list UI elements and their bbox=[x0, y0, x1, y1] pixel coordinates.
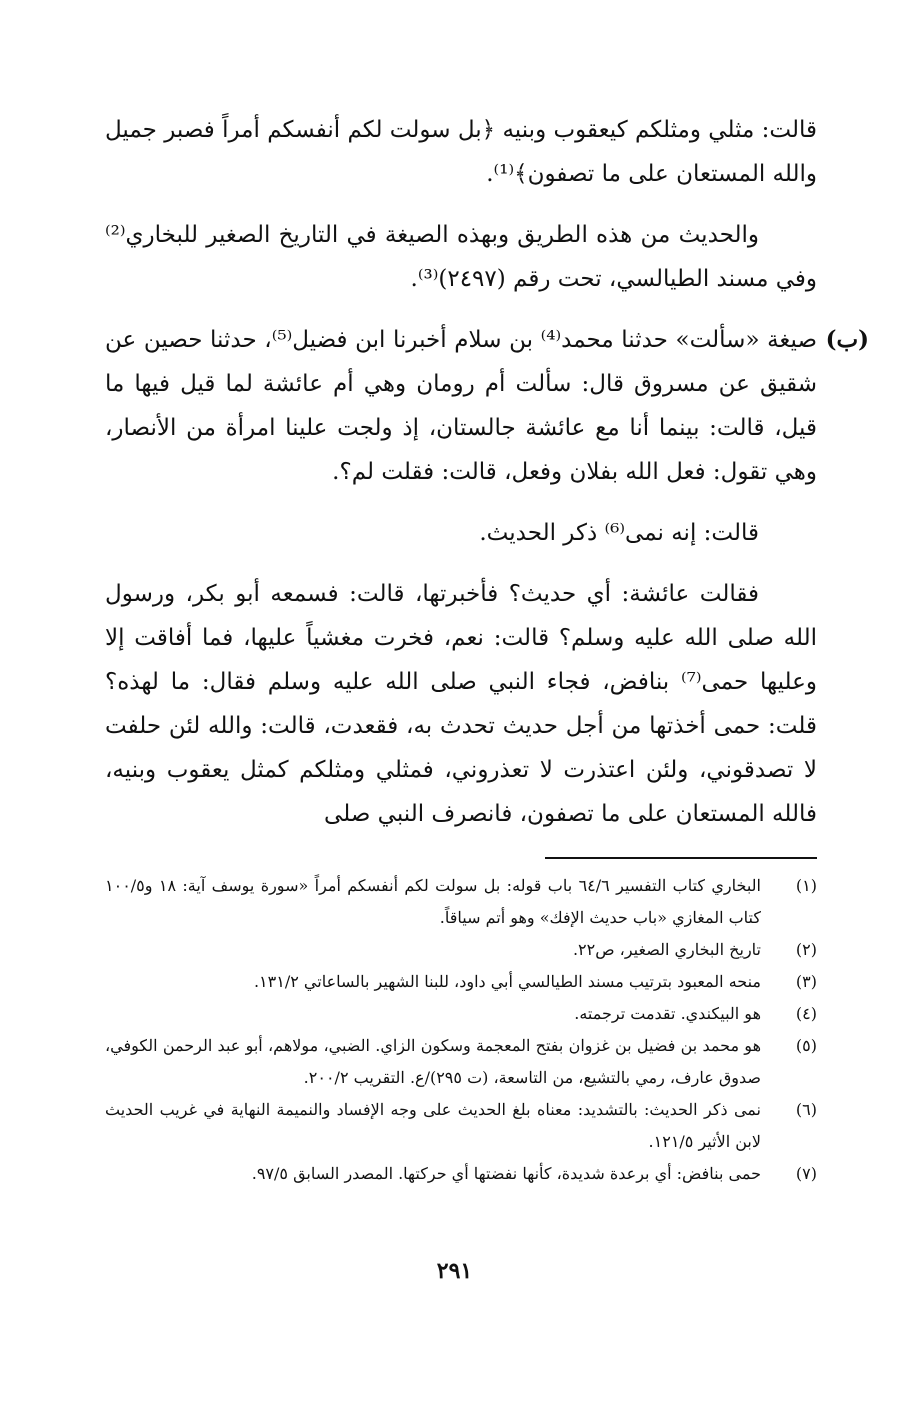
footnote-1-text: البخاري كتاب التفسير ٦٤/٦ باب قوله: بل سولت لكم أنفسكم أمراً «سورة يوسف آية: ١٨ و١٠٠/٥ كتاب المغازي «باب حديث الإفك» وهو أتم سياقاً. bbox=[105, 876, 762, 927]
paragraph-3-label: (ب) bbox=[825, 326, 869, 353]
paragraph-2 bbox=[105, 213, 817, 301]
paragraph-1-text: قالت: مثلي ومثلكم كيعقوب وبنيه ﴿بل سولت لكم أنفسكم أمراً فصبر جميل والله المستعان على ما تصفون﴾⁽¹⁾. bbox=[105, 117, 817, 187]
footnote-4-number: (٤) bbox=[795, 1004, 817, 1023]
footnote-6-text: نمى ذكر الحديث: بالتشديد: معناه بلغ الحديث على وجه الإفساد والنميمة النهاية في غريب الحديث لابن الأثير ١٢١/٥. bbox=[105, 1100, 761, 1151]
paragraph-3 bbox=[105, 318, 869, 494]
footnote-4 bbox=[105, 998, 817, 1030]
paragraph-5-text: فقالت عائشة: أي حديث؟ فأخبرتها، قالت: فسمعه أبو بكر، ورسول الله صلى الله عليه وسلم؟ قالت: نعم، فخرت مغشياً عليها، فما أفاقت إلا وعليها حمى⁽⁷⁾ بنافض، فجاء النبي صلى الله عليه وسلم فقال: ما لهذه؟ قلت: حمى أخذتها من أجل حديث تحدث به، فقعدت، قالت: والله لئن حلفت لا تصدقوني، ولئن اعتذرت لا تعذروني، فمثلي ومثلكم كمثل يعقوب وبنيه، فالله المستعان على ما تصفون، فانصرف النبي صلى bbox=[105, 581, 818, 827]
footnotes bbox=[105, 870, 817, 1190]
paragraph-5 bbox=[105, 572, 817, 836]
footnote-5-text: هو محمد بن فضيل بن غزوان بفتح المعجمة وسكون الزاي. الضبي، مولاهم، أبو عبد الرحمن الكوفي، صدوق عارف، رمي بالتشيع، من التاسعة، (ت ٢٩٥)/ع. التقريب ٢٠٠/٢. bbox=[105, 1036, 762, 1087]
footnote-separator bbox=[545, 857, 817, 859]
footnote-2-text: تاريخ البخاري الصغير، ص٢٢. bbox=[572, 940, 761, 959]
footnote-1 bbox=[105, 870, 817, 934]
footnote-3-text: منحه المعبود بترتيب مسند الطيالسي أبي داود، للبنا الشهير بالساعاتي ١٣١/٢. bbox=[253, 972, 761, 991]
footnote-1-number: (١) bbox=[795, 876, 817, 895]
footnote-5-number: (٥) bbox=[795, 1036, 817, 1055]
footnote-2-number: (٢) bbox=[795, 940, 817, 959]
footnote-7 bbox=[105, 1158, 817, 1190]
paragraph-3-text: صيغة «سألت» حدثنا محمد⁽⁴⁾ بن سلام أخبرنا ابن فضيل⁽⁵⁾، حدثنا حصين عن شقيق عن مسروق قال: سألت أم رومان وهي أم عائشة لما قيل فيها ما قيل، قالت: بينما أنا مع عائشة جالستان، إذ ولجت علينا امرأة من الأنصار، وهي تقول: فعل الله بفلان وفعل، قالت: فقلت لم؟. bbox=[105, 327, 818, 485]
paragraph-4 bbox=[105, 511, 817, 555]
footnote-6-number: (٦) bbox=[795, 1100, 817, 1119]
footnote-7-number: (٧) bbox=[795, 1164, 817, 1183]
footnote-7-text: حمى بنافض: أي برعدة شديدة، كأنها نفضتها أي حركتها. المصدر السابق ٩٧/٥. bbox=[251, 1164, 761, 1183]
footnote-2 bbox=[105, 934, 817, 966]
main-text bbox=[105, 108, 869, 853]
paragraph-4-text: قالت: إنه نمى⁽⁶⁾ ذكر الحديث. bbox=[479, 520, 759, 546]
footnote-6 bbox=[105, 1094, 817, 1158]
footnote-3-number: (٣) bbox=[795, 972, 817, 991]
paragraph-2-text: والحديث من هذه الطريق وبهذه الصيغة في التاريخ الصغير للبخاري⁽²⁾ وفي مسند الطيالسي، تحت رقم (٢٤٩٧)⁽³⁾. bbox=[105, 222, 817, 292]
page-number: ٢٩١ bbox=[436, 1258, 473, 1284]
footnote-5 bbox=[105, 1030, 817, 1094]
paragraph-1 bbox=[105, 108, 817, 196]
footnote-4-text: هو البيكندي. تقدمت ترجمته. bbox=[574, 1004, 761, 1023]
footnote-3 bbox=[105, 966, 817, 998]
